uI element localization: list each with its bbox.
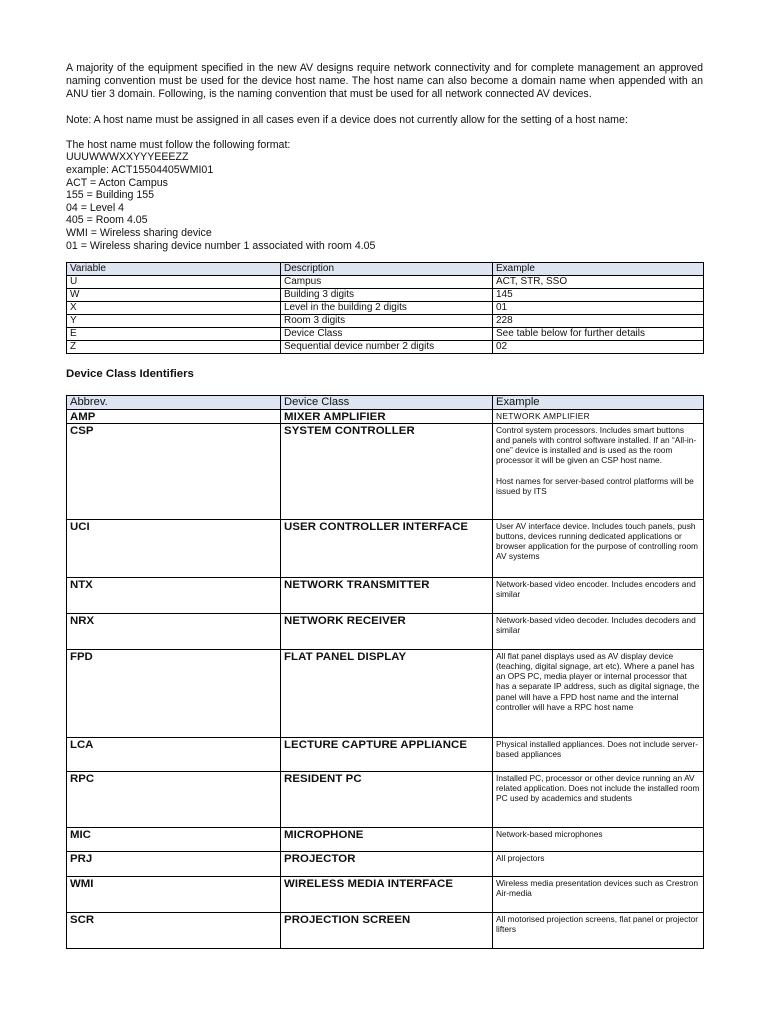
format-line: The host name must follow the following format: xyxy=(66,138,291,151)
table-cell: Campus xyxy=(281,276,493,289)
table-cell: E xyxy=(67,327,281,340)
example-cell: All projectors xyxy=(493,851,704,876)
example-cell: Network-based video decoder. Includes decoders and similar xyxy=(493,613,704,649)
abbrev-cell: MIC xyxy=(67,827,281,851)
abbrev-cell: NRX xyxy=(67,613,281,649)
example-cell: All flat panel displays used as AV display device (teaching, digital signage, art etc). Where a panel has an OPS PC, media player or internal processor that has a separate IP address, such as digital signage, the panel will have a FPD host name and the internal controller will have a RPC host name xyxy=(493,649,704,737)
document-page xyxy=(66,62,703,949)
device-class-cell: WIRELESS MEDIA INTERFACE xyxy=(281,876,493,912)
example-cell: Physical installed appliances. Does not include server-based appliances xyxy=(493,737,704,771)
device-class-table xyxy=(66,395,704,949)
example-text: Control system processors. Includes smart buttons and panels with control software installed. If an “All-in-one” device is installed and is used as the room processor it will be given an CSP host name. xyxy=(496,424,697,466)
header-cell: Variable xyxy=(67,263,281,276)
abbrev-cell: UCI xyxy=(67,519,281,577)
table-cell: Z xyxy=(67,340,281,353)
abbrev-cell: CSP xyxy=(67,423,281,519)
table-row xyxy=(67,771,704,827)
table-row xyxy=(67,876,704,912)
table-cell: 01 xyxy=(493,301,704,314)
table-cell: Level in the building 2 digits xyxy=(281,301,493,314)
format-line: 04 = Level 4 xyxy=(66,201,125,214)
abbrev-cell: NTX xyxy=(67,577,281,613)
table-row xyxy=(67,613,704,649)
table-header-row xyxy=(67,263,704,276)
abbrev-cell: WMI xyxy=(67,876,281,912)
table-cell: 228 xyxy=(493,314,704,327)
format-line: 405 = Room 4.05 xyxy=(66,214,148,227)
abbrev-cell: SCR xyxy=(67,912,281,948)
table-cell: Sequential device number 2 digits xyxy=(281,340,493,353)
format-line: UUUWWWXXYYYEEEZZ xyxy=(66,151,189,164)
table-row xyxy=(67,301,704,314)
device-class-cell: PROJECTOR xyxy=(281,851,493,876)
table-cell: Room 3 digits xyxy=(281,314,493,327)
table-header-row xyxy=(67,395,704,409)
table-cell: Device Class xyxy=(281,327,493,340)
variable-table xyxy=(66,262,704,353)
device-class-cell: PROJECTION SCREEN xyxy=(281,912,493,948)
header-cell: Example xyxy=(493,263,704,276)
table-cell: Y xyxy=(67,314,281,327)
example-cell: Installed PC, processor or other device running an AV related application. Does not include the installed room PC used by academics and students xyxy=(493,771,704,827)
table-row xyxy=(67,851,704,876)
example-cell xyxy=(493,423,704,519)
table-row xyxy=(67,827,704,851)
format-line: ACT = Acton Campus xyxy=(66,176,168,189)
table-row xyxy=(67,423,704,519)
note-paragraph: Note: A host name must be assigned in all cases even if a device does not currently allow for the setting of a host name: xyxy=(66,113,628,126)
table-row xyxy=(67,519,704,577)
example-cell: Wireless media presentation devices such as Crestron Air-media xyxy=(493,876,704,912)
table-row xyxy=(67,314,704,327)
device-class-cell: FLAT PANEL DISPLAY xyxy=(281,649,493,737)
device-class-cell: NETWORK RECEIVER xyxy=(281,613,493,649)
device-class-cell: SYSTEM CONTROLLER xyxy=(281,423,493,519)
table-cell: W xyxy=(67,288,281,301)
device-class-cell: NETWORK TRANSMITTER xyxy=(281,577,493,613)
table-cell: U xyxy=(67,276,281,289)
table-cell: 145 xyxy=(493,288,704,301)
device-class-cell: LECTURE CAPTURE APPLIANCE xyxy=(281,737,493,771)
example-cell: NETWORK AMPLIFIER xyxy=(493,409,704,423)
device-class-cell: USER CONTROLLER INTERFACE xyxy=(281,519,493,577)
table-row xyxy=(67,288,704,301)
table-row xyxy=(67,737,704,771)
header-cell: Abbrev. xyxy=(67,395,281,409)
table-row xyxy=(67,912,704,948)
format-line: 01 = Wireless sharing device number 1 associated with room 4.05 xyxy=(66,239,376,252)
table-row xyxy=(67,577,704,613)
table-cell: 02 xyxy=(493,340,704,353)
table-row xyxy=(67,649,704,737)
header-cell: Description xyxy=(281,263,493,276)
abbrev-cell: PRJ xyxy=(67,851,281,876)
table-row xyxy=(67,327,704,340)
device-class-cell: RESIDENT PC xyxy=(281,771,493,827)
abbrev-cell: FPD xyxy=(67,649,281,737)
table-cell: See table below for further details xyxy=(493,327,704,340)
table-row xyxy=(67,340,704,353)
section-heading: Device Class Identifiers xyxy=(66,367,194,380)
device-class-cell: MICROPHONE xyxy=(281,827,493,851)
abbrev-cell: RPC xyxy=(67,771,281,827)
format-block xyxy=(66,139,703,252)
format-line: example: ACT15504405WMI01 xyxy=(66,164,214,176)
abbrev-cell: LCA xyxy=(67,737,281,771)
intro-paragraph: A majority of the equipment specified in the new AV designs require network connectivity and for complete management an approved naming convention must be used for the device host name. The host name can also become a domain name when appended with an ANU tier 3 domain. Following, is the naming convention that must be used for all network connected AV devices. xyxy=(66,62,703,101)
header-cell: Example xyxy=(493,395,704,409)
table-cell: Building 3 digits xyxy=(281,288,493,301)
table-cell: X xyxy=(67,301,281,314)
table-row xyxy=(67,409,704,423)
example-cell: Network-based video encoder. Includes encoders and similar xyxy=(493,577,704,613)
table-row xyxy=(67,276,704,289)
example-text: Host names for server-based control platforms will be issued by ITS xyxy=(496,475,694,496)
header-cell: Device Class xyxy=(281,395,493,409)
device-class-cell: MIXER AMPLIFIER xyxy=(281,409,493,423)
format-line: 155 = Building 155 xyxy=(66,189,155,202)
table-cell: ACT, STR, SSO xyxy=(493,276,704,289)
format-line: WMI = Wireless sharing device xyxy=(66,226,212,239)
abbrev-cell: AMP xyxy=(67,409,281,423)
example-cell: Network-based microphones xyxy=(493,827,704,851)
example-cell: User AV interface device. Includes touch panels, push buttons, devices running dedicated applications or browser application for the purpose of controlling room AV systems xyxy=(493,519,704,577)
example-cell: All motorised projection screens, flat panel or projector lifters xyxy=(493,912,704,948)
